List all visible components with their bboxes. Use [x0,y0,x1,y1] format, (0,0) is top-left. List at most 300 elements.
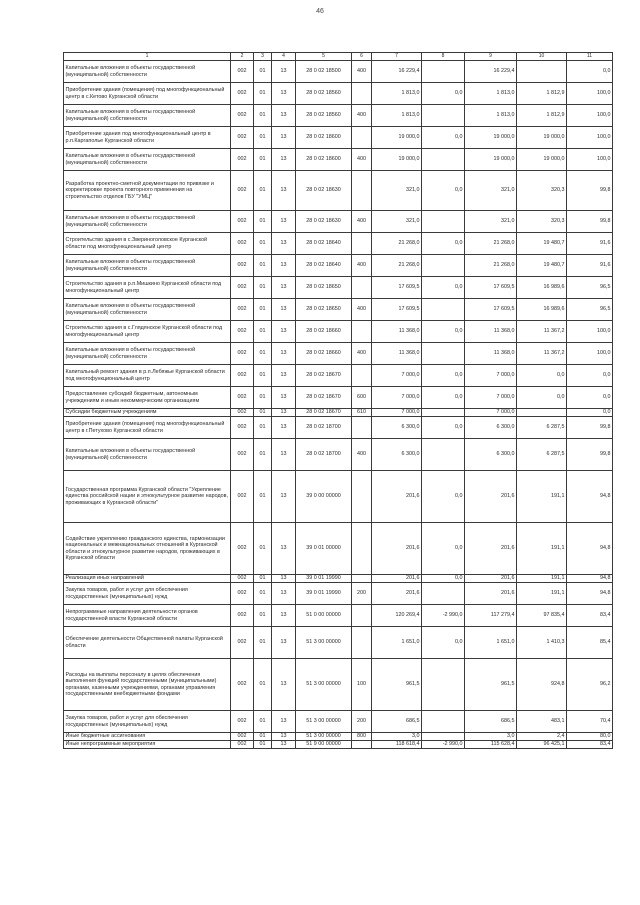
row-name-cell: Иные бюджетные ассигнования [64,733,231,741]
plan-cell: 1 813,0 [372,83,422,105]
column-header: 6 [352,53,372,61]
gov-code-cell: 002 [231,711,254,733]
plan-cell: 7 000,0 [372,387,422,409]
percent-cell: 100,0 [567,343,613,365]
column-header: 4 [272,53,296,61]
actual-cell: 2,4 [517,733,567,741]
row-name-cell: Строительство здания в с.Глядянское Курганской области под многофункциональный центр [64,321,231,343]
revised-plan-cell: 686,5 [465,711,517,733]
gov-code-cell: 002 [231,627,254,659]
target-code-cell: 28 0 02 18670 [296,387,352,409]
target-code-cell: 28 0 02 18650 [296,277,352,299]
change-cell [422,211,465,233]
gov-code-cell: 002 [231,149,254,171]
section-cell: 01 [254,409,272,417]
row-name-cell: Капитальный ремонт здания в р.п.Лебяжье Курганской области под многофункциональный центр [64,365,231,387]
expense-type-cell: 400 [352,343,372,365]
row-name-cell: Расходы на выплаты персоналу в целях обеспечения выполнения функций государственными (муниципальными) органами, казенными учреждениями, органами управления государственными внебюджетными фондами [64,659,231,711]
expense-type-cell: 200 [352,583,372,605]
column-header: 7 [372,53,422,61]
expense-type-cell [352,171,372,211]
section-cell: 01 [254,299,272,321]
gov-code-cell: 002 [231,105,254,127]
actual-cell: 320,3 [517,211,567,233]
plan-cell: 6 300,0 [372,439,422,471]
target-code-cell: 51 3 00 00000 [296,627,352,659]
page-number: 46 [316,8,324,15]
change-cell: 0,0 [422,127,465,149]
percent-cell: 0,0 [567,365,613,387]
gov-code-cell: 002 [231,61,254,83]
section-cell: 01 [254,605,272,627]
expense-type-cell [352,523,372,575]
target-code-cell: 28 0 02 18660 [296,343,352,365]
actual-cell [517,61,567,83]
expense-type-cell [352,365,372,387]
revised-plan-cell: 21 268,0 [465,255,517,277]
target-code-cell: 39 0 00 00000 [296,471,352,523]
percent-cell: 94,8 [567,471,613,523]
expense-type-cell [352,83,372,105]
row-name-cell: Капитальные вложения в объекты государственной (муниципальной) собственности [64,105,231,127]
column-header: 9 [465,53,517,61]
subsection-cell: 13 [272,149,296,171]
subsection-cell: 13 [272,523,296,575]
target-code-cell: 51 3 00 00000 [296,733,352,741]
table-row [64,299,613,321]
expense-type-cell: 400 [352,255,372,277]
table-row [64,627,613,659]
percent-cell: 91,6 [567,255,613,277]
column-header: 5 [296,53,352,61]
percent-cell: 83,4 [567,605,613,627]
plan-cell: 6 300,0 [372,417,422,439]
section-cell: 01 [254,83,272,105]
target-code-cell: 51 0 00 00000 [296,605,352,627]
plan-cell: 120 269,4 [372,605,422,627]
section-cell: 01 [254,61,272,83]
table-row [64,149,613,171]
target-code-cell: 51 3 00 00000 [296,711,352,733]
section-cell: 01 [254,711,272,733]
change-cell [422,343,465,365]
plan-cell: 17 609,5 [372,299,422,321]
row-name-cell: Разработка проектно-сметной документации по привязке и корректировке проекта повторного применения на строительство отделов ГБУ "УМЦ" [64,171,231,211]
section-cell: 01 [254,627,272,659]
target-code-cell: 39 0 01 19990 [296,575,352,583]
table-row [64,387,613,409]
plan-cell: 201,6 [372,471,422,523]
section-cell: 01 [254,659,272,711]
table-row [64,211,613,233]
actual-cell: 1 812,9 [517,83,567,105]
row-name-cell: Предоставление субсидий бюджетным, автономным учреждениям и иным некоммерческим организациям [64,387,231,409]
table-row [64,733,613,741]
revised-plan-cell: 19 000,0 [465,127,517,149]
actual-cell: 19 000,0 [517,149,567,171]
row-name-cell: Капитальные вложения в объекты государственной (муниципальной) собственности [64,299,231,321]
section-cell: 01 [254,439,272,471]
column-header: 3 [254,53,272,61]
target-code-cell: 28 0 02 18670 [296,365,352,387]
section-cell: 01 [254,387,272,409]
expense-type-cell: 400 [352,105,372,127]
change-cell: -2 990,0 [422,605,465,627]
percent-cell: 94,8 [567,575,613,583]
actual-cell: 483,1 [517,711,567,733]
percent-cell: 0,0 [567,409,613,417]
row-name-cell: Закупка товаров, работ и услуг для обеспечения государственных (муниципальных) нужд [64,711,231,733]
section-cell: 01 [254,127,272,149]
subsection-cell: 13 [272,711,296,733]
row-name-cell: Капитальные вложения в объекты государственной (муниципальной) собственности [64,149,231,171]
column-header: 2 [231,53,254,61]
table-row [64,417,613,439]
gov-code-cell: 002 [231,365,254,387]
target-code-cell: 28 0 02 18640 [296,233,352,255]
plan-cell: 1 651,0 [372,627,422,659]
subsection-cell: 13 [272,299,296,321]
plan-cell: 1 813,0 [372,105,422,127]
target-code-cell: 28 0 02 18600 [296,127,352,149]
target-code-cell: 28 0 02 18660 [296,321,352,343]
change-cell [422,255,465,277]
actual-cell: 191,1 [517,471,567,523]
section-cell: 01 [254,575,272,583]
change-cell [422,439,465,471]
percent-cell: 100,0 [567,127,613,149]
row-name-cell: Иные непрограммные мероприятия [64,741,231,749]
actual-cell: 96 425,1 [517,741,567,749]
subsection-cell: 13 [272,321,296,343]
table-row [64,583,613,605]
target-code-cell: 28 0 02 18650 [296,299,352,321]
column-header: 1 [64,53,231,61]
row-name-cell: Приобретение здания (помещения) под многофункциональный центр в г.Петухово Курганской области [64,417,231,439]
table-body [64,61,613,749]
percent-cell: 100,0 [567,321,613,343]
plan-cell: 16 229,4 [372,61,422,83]
expense-type-cell [352,277,372,299]
expense-type-cell: 400 [352,299,372,321]
change-cell [422,61,465,83]
section-cell: 01 [254,321,272,343]
change-cell: 0,0 [422,417,465,439]
target-code-cell: 28 0 02 18560 [296,105,352,127]
subsection-cell: 13 [272,365,296,387]
plan-cell: 21 268,0 [372,233,422,255]
expense-type-cell [352,321,372,343]
revised-plan-cell: 11 368,0 [465,343,517,365]
actual-cell: 6 287,5 [517,417,567,439]
subsection-cell: 13 [272,733,296,741]
change-cell [422,583,465,605]
actual-cell: 191,1 [517,583,567,605]
percent-cell: 99,8 [567,211,613,233]
revised-plan-cell: 7 000,0 [465,365,517,387]
revised-plan-cell: 21 268,0 [465,233,517,255]
target-code-cell: 28 0 02 18630 [296,211,352,233]
row-name-cell: Обеспечение деятельности Общественной палаты Курганской области [64,627,231,659]
change-cell: -2 990,0 [422,741,465,749]
change-cell: 0,0 [422,627,465,659]
gov-code-cell: 002 [231,733,254,741]
revised-plan-cell: 321,0 [465,211,517,233]
revised-plan-cell: 7 000,0 [465,387,517,409]
subsection-cell: 13 [272,605,296,627]
table-header-row [64,53,613,61]
section-cell: 01 [254,365,272,387]
target-code-cell: 28 0 02 18500 [296,61,352,83]
gov-code-cell: 002 [231,417,254,439]
target-code-cell: 28 0 02 18640 [296,255,352,277]
change-cell [422,733,465,741]
actual-cell: 6 287,5 [517,439,567,471]
actual-cell: 97 835,4 [517,605,567,627]
change-cell [422,105,465,127]
expense-type-cell: 600 [352,387,372,409]
table-row [64,365,613,387]
gov-code-cell: 002 [231,583,254,605]
actual-cell: 0,0 [517,387,567,409]
plan-cell: 321,0 [372,211,422,233]
row-name-cell: Капитальные вложения в объекты государственной (муниципальной) собственности [64,343,231,365]
table-row [64,61,613,83]
expense-type-cell: 610 [352,409,372,417]
subsection-cell: 13 [272,277,296,299]
gov-code-cell: 002 [231,409,254,417]
revised-plan-cell: 11 368,0 [465,321,517,343]
change-cell [422,659,465,711]
target-code-cell: 39 0 01 00000 [296,523,352,575]
expense-type-cell: 400 [352,61,372,83]
table-row [64,321,613,343]
actual-cell: 1 812,9 [517,105,567,127]
gov-code-cell: 002 [231,471,254,523]
subsection-cell: 13 [272,211,296,233]
percent-cell: 0,0 [567,387,613,409]
gov-code-cell: 002 [231,321,254,343]
section-cell: 01 [254,741,272,749]
section-cell: 01 [254,343,272,365]
change-cell: 0,0 [422,575,465,583]
plan-cell: 17 609,5 [372,277,422,299]
section-cell: 01 [254,733,272,741]
row-name-cell: Приобретение здания (помещения) под многофункциональный центр в с.Кетово Курганской области [64,83,231,105]
actual-cell: 19 480,7 [517,255,567,277]
change-cell: 0,0 [422,321,465,343]
subsection-cell: 13 [272,439,296,471]
percent-cell: 85,4 [567,627,613,659]
subsection-cell: 13 [272,627,296,659]
target-code-cell: 28 0 02 18630 [296,171,352,211]
revised-plan-cell: 6 300,0 [465,439,517,471]
table-row [64,127,613,149]
row-name-cell: Непрограммные направления деятельности органов государственной власти Курганской области [64,605,231,627]
revised-plan-cell: 3,0 [465,733,517,741]
actual-cell: 0,0 [517,365,567,387]
percent-cell: 94,8 [567,523,613,575]
expense-type-cell [352,605,372,627]
gov-code-cell: 002 [231,83,254,105]
table-row [64,255,613,277]
gov-code-cell: 002 [231,741,254,749]
revised-plan-cell: 1 813,0 [465,105,517,127]
gov-code-cell: 002 [231,605,254,627]
revised-plan-cell: 17 609,5 [465,299,517,321]
column-header: 8 [422,53,465,61]
budget-table [63,52,613,749]
table-row [64,277,613,299]
row-name-cell: Строительство здания в с.Звериноголовское Курганской области под многофункциональный центр [64,233,231,255]
subsection-cell: 13 [272,417,296,439]
row-name-cell: Капитальные вложения в объекты государственной (муниципальной) собственности [64,439,231,471]
actual-cell: 1 410,3 [517,627,567,659]
row-name-cell: Капитальные вложения в объекты государственной (муниципальной) собственности [64,255,231,277]
plan-cell: 201,6 [372,583,422,605]
column-header: 11 [567,53,613,61]
subsection-cell: 13 [272,105,296,127]
gov-code-cell: 002 [231,343,254,365]
row-name-cell: Реализация иных направлений [64,575,231,583]
table-row [64,105,613,127]
change-cell: 0,0 [422,523,465,575]
plan-cell: 201,6 [372,523,422,575]
revised-plan-cell: 1 813,0 [465,83,517,105]
section-cell: 01 [254,277,272,299]
table-row [64,605,613,627]
target-code-cell: 28 0 02 18700 [296,439,352,471]
percent-cell: 100,0 [567,105,613,127]
revised-plan-cell: 321,0 [465,171,517,211]
subsection-cell: 13 [272,83,296,105]
gov-code-cell: 002 [231,523,254,575]
revised-plan-cell: 6 300,0 [465,417,517,439]
section-cell: 01 [254,211,272,233]
target-code-cell: 28 0 02 18670 [296,409,352,417]
table-row [64,409,613,417]
table-row [64,575,613,583]
actual-cell: 320,3 [517,171,567,211]
percent-cell: 70,4 [567,711,613,733]
revised-plan-cell: 961,5 [465,659,517,711]
revised-plan-cell: 201,6 [465,583,517,605]
actual-cell [517,409,567,417]
subsection-cell: 13 [272,171,296,211]
row-name-cell: Закупка товаров, работ и услуг для обеспечения государственных (муниципальных) нужд [64,583,231,605]
section-cell: 01 [254,233,272,255]
table-row [64,741,613,749]
revised-plan-cell: 115 628,4 [465,741,517,749]
change-cell [422,299,465,321]
gov-code-cell: 002 [231,255,254,277]
gov-code-cell: 002 [231,439,254,471]
actual-cell: 19 480,7 [517,233,567,255]
gov-code-cell: 002 [231,211,254,233]
table-row [64,523,613,575]
revised-plan-cell: 7 000,0 [465,409,517,417]
actual-cell: 16 989,6 [517,299,567,321]
change-cell [422,409,465,417]
plan-cell: 19 000,0 [372,149,422,171]
section-cell: 01 [254,149,272,171]
percent-cell: 99,8 [567,417,613,439]
subsection-cell: 13 [272,387,296,409]
gov-code-cell: 002 [231,127,254,149]
column-header: 10 [517,53,567,61]
gov-code-cell: 002 [231,387,254,409]
percent-cell: 94,8 [567,583,613,605]
change-cell [422,149,465,171]
row-name-cell: Субсидии бюджетным учреждениям [64,409,231,417]
subsection-cell: 13 [272,471,296,523]
percent-cell: 83,4 [567,741,613,749]
percent-cell: 99,8 [567,439,613,471]
target-code-cell: 39 0 01 19990 [296,583,352,605]
expense-type-cell [352,127,372,149]
row-name-cell: Содействие укреплению гражданского единства, гармонизации национальных и межнациональных отношений в Курганской области и этнокультурное развитие народов, проживающих в Курганской области [64,523,231,575]
table-row [64,711,613,733]
revised-plan-cell: 201,6 [465,523,517,575]
subsection-cell: 13 [272,233,296,255]
row-name-cell: Приобретение здания под многофункциональный центр в р.п.Каргаполье Курганской области [64,127,231,149]
expense-type-cell [352,627,372,659]
percent-cell: 96,5 [567,299,613,321]
row-name-cell: Капитальные вложения в объекты государственной (муниципальной) собственности [64,211,231,233]
revised-plan-cell: 17 609,5 [465,277,517,299]
expense-type-cell: 400 [352,149,372,171]
section-cell: 01 [254,255,272,277]
plan-cell: 118 618,4 [372,741,422,749]
actual-cell: 191,1 [517,575,567,583]
subsection-cell: 13 [272,409,296,417]
percent-cell: 0,0 [567,61,613,83]
table-row [64,83,613,105]
table-row [64,659,613,711]
subsection-cell: 13 [272,343,296,365]
change-cell: 0,0 [422,83,465,105]
percent-cell: 100,0 [567,149,613,171]
section-cell: 01 [254,171,272,211]
target-code-cell: 28 0 02 18600 [296,149,352,171]
expense-type-cell [352,233,372,255]
section-cell: 01 [254,523,272,575]
revised-plan-cell: 117 279,4 [465,605,517,627]
row-name-cell: Капитальные вложения в объекты государственной (муниципальной) собственности [64,61,231,83]
actual-cell: 16 989,6 [517,277,567,299]
table-row [64,343,613,365]
expense-type-cell [352,575,372,583]
gov-code-cell: 002 [231,659,254,711]
plan-cell: 201,6 [372,575,422,583]
plan-cell: 11 368,0 [372,321,422,343]
plan-cell: 21 268,0 [372,255,422,277]
subsection-cell: 13 [272,741,296,749]
target-code-cell: 51 9 00 00000 [296,741,352,749]
target-code-cell: 51 3 00 00000 [296,659,352,711]
table-row [64,171,613,211]
gov-code-cell: 002 [231,575,254,583]
target-code-cell: 28 0 02 18700 [296,417,352,439]
plan-cell: 11 368,0 [372,343,422,365]
revised-plan-cell: 201,6 [465,471,517,523]
percent-cell: 100,0 [567,83,613,105]
actual-cell: 11 367,2 [517,343,567,365]
change-cell: 0,0 [422,233,465,255]
plan-cell: 7 000,0 [372,409,422,417]
subsection-cell: 13 [272,255,296,277]
change-cell: 0,0 [422,471,465,523]
